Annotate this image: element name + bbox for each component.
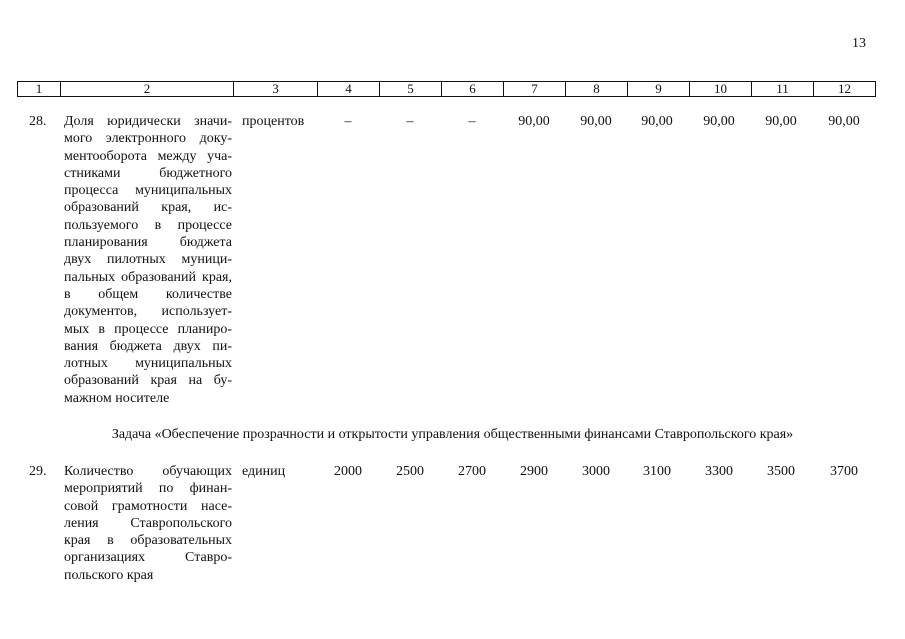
value-cell: 3500: [767, 464, 795, 479]
column-header: 1: [18, 82, 61, 97]
column-header: 6: [442, 82, 504, 97]
column-header-table: [17, 81, 876, 97]
value-cell: 3000: [582, 464, 610, 479]
unit-of-measure: единиц: [242, 464, 286, 479]
value-cell: 90,00: [580, 114, 612, 129]
value-cell: 3300: [705, 464, 733, 479]
value-cell: –: [406, 114, 414, 129]
row-number: 29.: [29, 464, 47, 479]
page-number: 13: [852, 36, 866, 51]
column-header: 4: [318, 82, 380, 97]
value-cell: 2700: [458, 464, 486, 479]
value-cell: 2900: [520, 464, 548, 479]
value-cell: 90,00: [641, 114, 673, 129]
column-header: 2: [61, 82, 234, 97]
indicator-name: Доля юридически значи-мого электронного доку-ментооборота между уча-стниками бюджетного процесса муниципальных образований края, ис-пользуемого в процессе планирования бюджета двух пилотных муници-пальных образований края, в общем количестве документов, использует-мых в процессе планиро-вания бюджета двух пи-лотных муниципальных образований края на бу-мажном носителе: [64, 114, 232, 406]
value-cell: –: [468, 114, 476, 129]
value-cell: 3100: [643, 464, 671, 479]
value-cell: 2500: [396, 464, 424, 479]
value-cell: 90,00: [703, 114, 735, 129]
column-header: 5: [380, 82, 442, 97]
value-cell: 90,00: [518, 114, 550, 129]
task-heading: Задача «Обеспечение прозрачности и открытости управления общественными финансами Ставропольского края»: [111, 427, 794, 442]
column-header: 3: [234, 82, 318, 97]
unit-of-measure: процентов: [242, 114, 305, 129]
column-header: 9: [628, 82, 690, 97]
value-cell: –: [344, 114, 352, 129]
value-cell: 90,00: [765, 114, 797, 129]
column-header: 7: [504, 82, 566, 97]
column-header: 11: [752, 82, 814, 97]
row-number: 28.: [29, 114, 47, 129]
indicator-name: Количество обучающих мероприятий по финан-совой грамотности насе-ления Ставропольского края в образовательных организациях Ставро-польского края: [64, 464, 232, 583]
value-cell: 2000: [334, 464, 362, 479]
value-cell: 3700: [830, 464, 858, 479]
value-cell: 90,00: [828, 114, 860, 129]
column-header-row: [18, 82, 876, 97]
column-header: 12: [814, 82, 876, 97]
column-header: 8: [566, 82, 628, 97]
column-header: 10: [690, 82, 752, 97]
